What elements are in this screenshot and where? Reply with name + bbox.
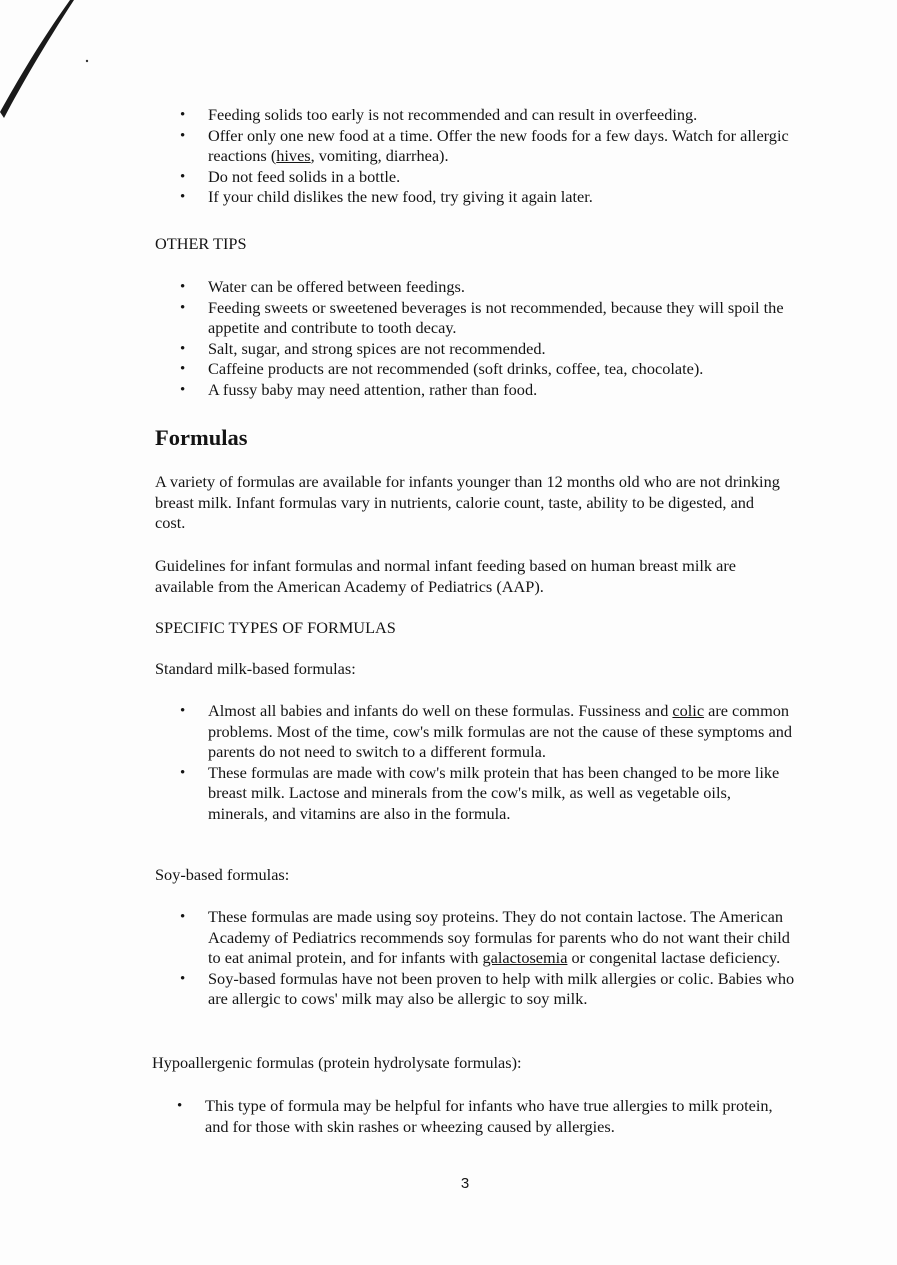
list-item: • Offer only one new food at a time. Offer the new foods for a few days. Watch for allergic reactions (hives, vomiting, diarrhea). — [155, 126, 795, 167]
formulas-intro: A variety of formulas are available for infants younger than 12 months old who are not drinking breast milk. Infant formulas vary in nutrients, calorie count, taste, ability to be digested, and cost. — [155, 472, 780, 533]
list-item: • Caffeine products are not recommended (soft drinks, coffee, tea, chocolate). — [155, 359, 795, 380]
other-tips-title: OTHER TIPS — [155, 234, 247, 253]
list-item: • Almost all babies and infants do well on these formulas. Fussiness and colic are common problems. Most of the time, cow's milk formulas are not the cause of these symptoms and parents do not need to switch to a different formula. — [155, 701, 795, 763]
list-item: • Feeding sweets or sweetened beverages is not recommended, because they will spoil the appetite and contribute to tooth decay. — [155, 298, 795, 339]
standard-formulas-label: Standard milk-based formulas: — [155, 659, 356, 678]
list-item: • A fussy baby may need attention, rather than food. — [155, 380, 795, 401]
standard-formulas-list — [155, 701, 795, 825]
hypoallergenic-formulas-list — [152, 1096, 792, 1137]
soy-formulas-label: Soy-based formulas: — [155, 865, 290, 884]
list-item: • Feeding solids too early is not recommended and can result in overfeeding. — [155, 105, 795, 126]
list-item: • Salt, sugar, and strong spices are not recommended. — [155, 339, 795, 360]
hives-link[interactable]: hives — [276, 146, 311, 166]
list-item: • Water can be offered between feedings. — [155, 277, 795, 298]
hypoallergenic-formulas-label: Hypoallergenic formulas (protein hydrolysate formulas): — [152, 1053, 522, 1072]
solid-feeding-list — [155, 105, 795, 208]
formulas-heading: Formulas — [155, 425, 248, 450]
list-item: • Do not feed solids in a bottle. — [155, 167, 795, 188]
list-item: • These formulas are made with cow's milk protein that has been changed to be more like breast milk. Lactose and minerals from the cow's milk, as well as vegetable oils, minerals, and vitamins are also in the formula. — [155, 763, 795, 825]
list-item: • Soy-based formulas have not been proven to help with milk allergies or colic. Babies who are allergic to cows' milk may also be allergic to soy milk. — [155, 969, 795, 1010]
other-tips-list — [155, 277, 795, 401]
list-item: • This type of formula may be helpful for infants who have true allergies to milk protein, and for those with skin rashes or wheezing caused by allergies. — [152, 1096, 792, 1137]
page-number: 3 — [460, 1175, 470, 1192]
list-item: • These formulas are made using soy proteins. They do not contain lactose. The American Academy of Pediatrics recommends soy formulas for parents who do not want their child to eat animal protein, and for infants with galactosemia or congenital lactase deficiency. — [155, 907, 795, 969]
formulas-guidelines: Guidelines for infant formulas and normal infant feeding based on human breast milk are available from the American Academy of Pediatrics (AAP). — [155, 556, 736, 596]
colic-link[interactable]: colic — [672, 701, 705, 720]
list-item: • If your child dislikes the new food, try giving it again later. — [155, 187, 795, 208]
specific-types-title: SPECIFIC TYPES OF FORMULAS — [155, 618, 396, 637]
soy-formulas-list — [155, 907, 795, 1010]
galactosemia-link[interactable]: galactosemia — [482, 948, 568, 968]
